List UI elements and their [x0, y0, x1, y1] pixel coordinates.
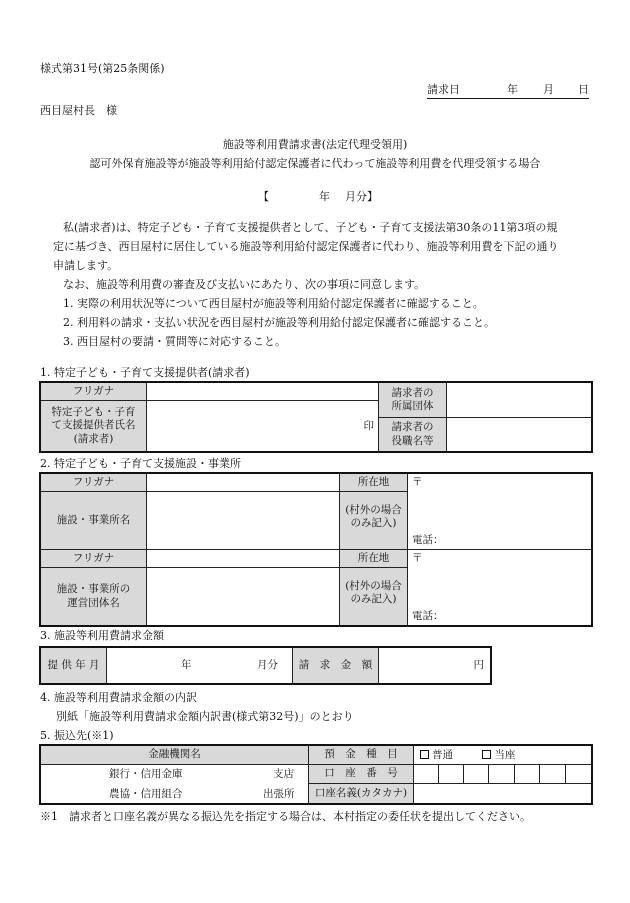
year-label: 年 [181, 659, 192, 671]
provision-month-label: 提 供 年 月 [41, 648, 107, 684]
phone-label: 電話： [412, 610, 444, 622]
title-label-line: 請求者の [391, 421, 434, 434]
yen-label: 円 [473, 659, 484, 672]
body-paragraph-1-line-1: 私(請求者)は、特定子ども・子育て支援提供者として、子ども・子育て支援法第30条の11第3項の規 [63, 221, 558, 234]
title-line-1: 施設等利用費請求書(法定代理受領用) [222, 138, 408, 151]
note-line: のみ記入) [350, 517, 397, 530]
operator-address-field[interactable] [408, 550, 592, 626]
provider-furigana-field[interactable] [147, 383, 379, 401]
provider-table [40, 382, 592, 452]
phone-label: 電話： [412, 534, 444, 546]
account-digit-box[interactable] [439, 765, 464, 784]
postal-mark: 〒 [412, 552, 423, 564]
ordinary-checkbox[interactable] [420, 750, 429, 759]
period-bracket-open: 【 [258, 190, 269, 203]
amount-label: 請 求 金 額 [293, 648, 379, 684]
date-year-label: 年 [507, 83, 518, 96]
account-digit-box[interactable] [414, 765, 439, 784]
account-name-label: 口座名義(カタカナ) [309, 784, 414, 804]
account-name-field[interactable] [414, 784, 592, 804]
account-digit-box[interactable] [540, 765, 566, 784]
footnote: ※1 請求者と口座名義が異なる振込先を指定する場合は、本村指定の委任状を提出してください。 [40, 810, 531, 823]
furigana-label: フリガナ [41, 550, 147, 568]
provider-name-label [41, 401, 147, 452]
period-year-label: 年 [319, 190, 330, 203]
office-label: 出張所 [263, 788, 295, 800]
body-paragraph-2: なお、施設等利用費の審査及び支払いにあたり、次の事項に同意します。 [63, 278, 426, 291]
bank-name-label: 金融機関名 [41, 746, 309, 765]
facility-name-field[interactable] [147, 492, 340, 550]
section-1-heading: 1. 特定子ども・子育て支援提供者(請求者) [40, 366, 250, 379]
operator-label-line: 施設・事業所の [56, 583, 131, 596]
deposit-type-label: 預 金 種 目 [309, 746, 414, 765]
provision-month-field[interactable] [107, 648, 293, 684]
operator-name-field[interactable] [147, 568, 340, 626]
current-checkbox[interactable] [482, 750, 491, 759]
org-label-line: 所属団体 [391, 400, 434, 412]
current-label: 当座 [494, 748, 516, 761]
form-number: 様式第31号(第25条関係) [40, 62, 165, 75]
bank-table [40, 745, 592, 804]
title-label-line: 役職名等 [391, 434, 434, 447]
provider-name-field[interactable] [147, 401, 379, 452]
amount-table [40, 647, 491, 684]
account-digit-box[interactable] [489, 765, 515, 784]
name-label-line: (請求者) [73, 432, 114, 445]
request-date-label: 請求日 [427, 83, 460, 96]
location-label: 所在地 [340, 474, 408, 492]
date-month-label: 月 [543, 83, 554, 96]
requester-title-label [379, 418, 447, 452]
note-line: (村外の場合 [345, 580, 402, 592]
request-date-line [427, 83, 589, 99]
section-3-heading: 3. 施設等利用費請求金額 [40, 629, 164, 642]
body-paragraph-1-line-3: 申請します。 [53, 259, 119, 272]
facility-furigana-field[interactable] [147, 474, 340, 492]
facility-address-field[interactable] [408, 474, 592, 550]
facility-table [40, 473, 592, 626]
account-digit-box[interactable] [566, 765, 592, 784]
operator-name-label [41, 568, 147, 626]
bank-name-field[interactable] [41, 765, 309, 804]
name-label-line: 特定子ども・子育 [51, 406, 136, 419]
operator-label-line: 運営団体名 [67, 596, 120, 609]
month-label: 月分 [257, 659, 278, 671]
operator-furigana-field[interactable] [147, 550, 340, 568]
furigana-label: フリガナ [41, 474, 147, 492]
postal-mark: 〒 [412, 476, 423, 488]
requester-org-field[interactable] [447, 383, 592, 418]
requester-org-label [379, 383, 447, 418]
period-month-label: 月分】 [345, 190, 378, 203]
branch-label: 支店 [273, 768, 294, 780]
breakdown-note: 別紙「施設等利用費請求金額内訳書(様式第32号)」のとおり [56, 710, 354, 723]
amount-field[interactable] [379, 648, 491, 684]
bank-type-line-2: 農協・信用組合 [109, 788, 183, 800]
note-line: (村外の場合 [345, 504, 402, 516]
requester-title-field[interactable] [447, 418, 592, 452]
account-digit-box[interactable] [464, 765, 489, 784]
section-2-heading: 2. 特定子ども・子育て支援施設・事業所 [40, 457, 241, 470]
consent-item: 3. 西目屋村の要請・質問等に対応すること。 [63, 335, 286, 348]
ordinary-label: 普通 [432, 748, 453, 761]
consent-item: 2. 利用料の請求・支払い状況を西目屋村が施設等利用給付認定保護者に確認すること。 [63, 316, 495, 329]
furigana-label: フリガナ [41, 383, 147, 401]
note-line: のみ記入) [350, 593, 397, 606]
outside-village-note [340, 492, 408, 550]
date-day-label: 日 [578, 83, 589, 96]
body-paragraph-1-line-2: 定に基づき、西目屋村に居住している施設等利用給付認定保護者に代わり、施設等利用費を下記の通り [53, 240, 559, 253]
seal-mark: 印 [363, 419, 374, 432]
addressee: 西目屋村長 様 [40, 104, 117, 117]
account-digit-box[interactable] [515, 765, 540, 784]
title-line-2: 認可外保育施設等が施設等利用給付認定保護者に代わって施設等利用費を代理受領する場合 [89, 157, 541, 170]
section-4-heading: 4. 施設等利用費請求金額の内訳 [40, 691, 197, 704]
section-5-heading: 5. 振込先(※1) [40, 729, 114, 742]
deposit-type-options [414, 746, 592, 765]
bank-type-line-1: 銀行・信用金庫 [109, 768, 183, 780]
org-label-line: 請求者の [391, 386, 434, 399]
location-label: 所在地 [340, 550, 408, 568]
name-label-line: て支援提供者氏名 [51, 419, 136, 432]
consent-item: 1. 実際の利用状況等について西目屋村が施設等利用給付認定保護者に確認すること。 [63, 297, 484, 310]
account-number-label: 口 座 番 号 [309, 765, 414, 784]
outside-village-note [340, 568, 408, 626]
facility-name-label: 施設・事業所名 [41, 492, 147, 550]
